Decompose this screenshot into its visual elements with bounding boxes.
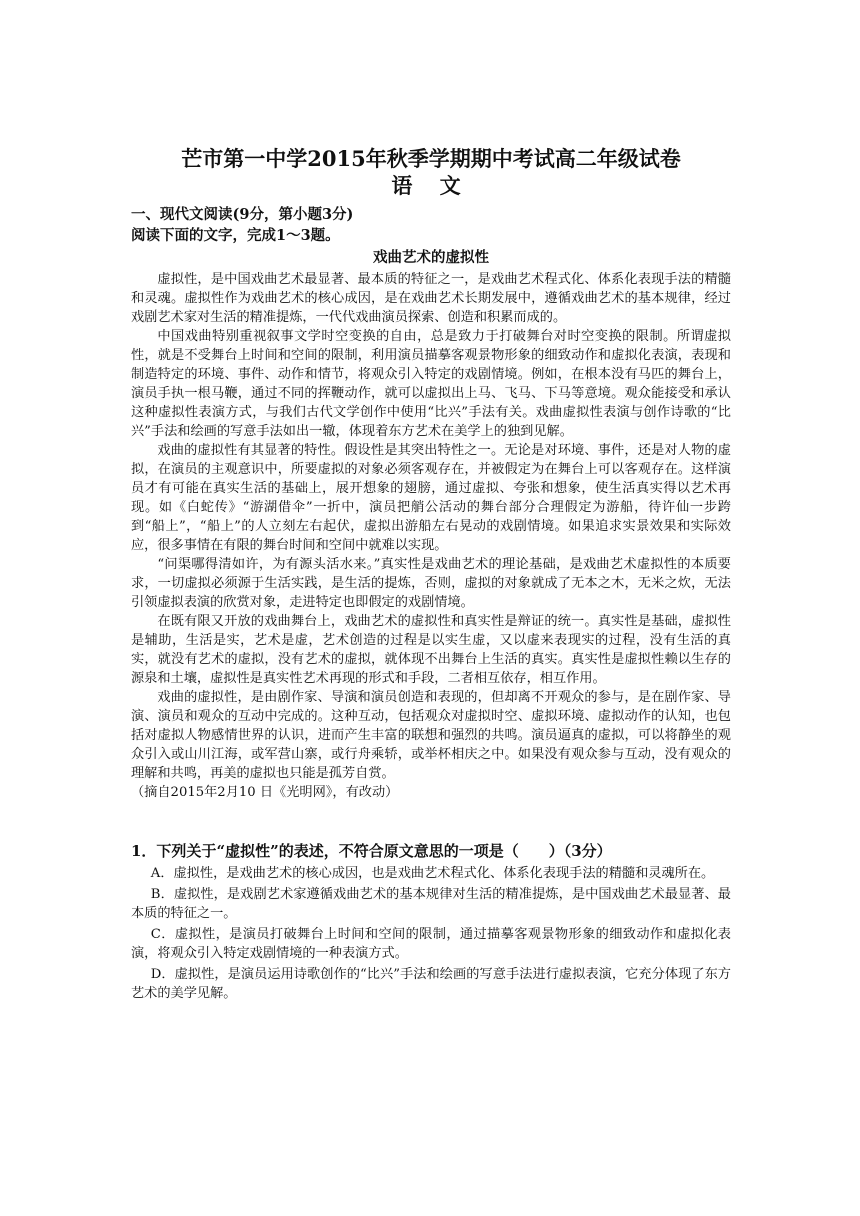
article-source: （摘自2015年2月10 日《光明网》，有改动） [131, 785, 399, 800]
article-paragraph: 戏曲的虚拟性有其显著的特性。假设性是其突出特性之一。无论是对环境、事件，还是对人物的虚拟，在演员的主观意识中，所要虚拟的对象必须客观存在，并被假定为在舞台上可以客观存在。这样演员才有可能在真实生活的基础上，展开想象的翅膀，通过虚拟、夸张和想象，使生活真实得以艺术再现。如《白蛇传》“游湖借伞”一折中，演员把艄公活动的舞台部分合理假定为游船，待许仙一步跨到“船上”，“船上”的人立刻左右起伏，虚拟出游船左右晃动的戏剧情境。如果追求实景效果和实际效应，很多事情在有限的舞台时间和空间中就难以实现。 [131, 443, 731, 553]
subject-title: 语 文 [391, 173, 471, 198]
reading-instruction: 阅读下面的文字，完成1～3题。 [131, 227, 340, 244]
question-1-stem: 1．下列关于“虚拟性”的表述，不符合原文意思的一项是（ ）（3分） [131, 842, 612, 860]
option-d: D．虚拟性，是演员运用诗歌创作的“比兴”手法和绘画的写意手法进行虚拟表演，它充分体现了东方艺术的美学见解。 [131, 967, 731, 1001]
article-paragraph: 在既有限又开放的戏曲舞台上，戏曲艺术的虚拟性和真实性是辩证的统一。真实性是基础，虚拟性是辅助，生活是实，艺术是虚，艺术创造的过程是以实生虚，又以虚来表现实的过程，没有生活的真实，就没有艺术的虚拟，没有艺术的虚拟，就体现不出舞台上生活的真实。真实性是虚拟性赖以生存的源泉和土壤，虚拟性是真实性艺术再现的形式和手段，二者相互依存，相互作用。 [131, 614, 731, 686]
section-heading: 一、现代文阅读(9分，第小题3分) [131, 206, 354, 223]
exam-page [131, 146, 731, 1005]
article-paragraph: “问渠哪得清如许，为有源头活水来。”真实性是戏曲艺术的理论基础，是戏曲艺术虚拟性的本质要求，一切虚拟必须源于生活实践，是生活的提炼，否则，虚拟的对象就成了无本之木，无米之炊，无法引领虚拟表演的欣赏对象，走进特定也即假定的戏剧情境。 [131, 557, 731, 610]
article-paragraph: 虚拟性，是中国戏曲艺术最显著、最本质的特征之一，是戏曲艺术程式化、体系化表现手法的精髓和灵魂。虚拟性作为戏曲艺术的核心成因，是在戏曲艺术长期发展中，遵循戏曲艺术的基本规律，经过戏剧艺术家对生活的精准提炼，一代代戏曲演员探索、创造和积累而成的。 [131, 272, 731, 325]
article-title: 戏曲艺术的虚拟性 [373, 249, 489, 266]
option-a: A．虚拟性，是戏曲艺术的核心成因，也是戏曲艺术程式化、体系化表现手法的精髓和灵魂所在。 [150, 866, 715, 881]
option-b: B．虚拟性，是戏剧艺术家遵循戏曲艺术的基本规律对生活的精准提炼，是中国戏曲艺术最显著、最本质的特征之一。 [131, 887, 731, 921]
article-paragraph: 戏曲的虚拟性，是由剧作家、导演和演员创造和表现的，但却离不开观众的参与，是在剧作家、导演、演员和观众的互动中完成的。这种互动，包括观众对虚拟时空、虚拟环境、虚拟动作的认知，也包括对虚拟人物感情世界的认识，进而产生丰富的联想和强烈的共鸣。演员逼真的虚拟，可以将静坐的观众引入或山川江海，或军营山寨，或行舟乘轿，或举杯相庆之中。如果没有观众参与互动，没有观众的理解和共鸣，再美的虚拟也只能是孤芳自赏。 [131, 690, 731, 781]
option-c: C．虚拟性，是演员打破舞台上时间和空间的限制，通过描摹客观景物形象的细致动作和虚拟化表演，将观众引入特定戏剧情境的一种表演方式。 [131, 927, 731, 961]
exam-title: 芒市第一中学2015年秋季学期期中考试高二年级试卷 [181, 146, 681, 171]
article-paragraph: 中国戏曲特别重视叙事文学时空变换的自由，总是致力于打破舞台对时空变换的限制。所谓虚拟性，就是不受舞台上时间和空间的限制，利用演员描摹客观景物形象的细致动作和虚拟化表演，表现和制造特定的环境、事件、动作和情节，将观众引入特定的戏剧情境。例如，在根本没有马匹的舞台上，演员手执一根马鞭，通过不同的挥鞭动作，就可以虚拟出上马、飞马、下马等意境。观众能接受和承认这种虚拟性表演方式，与我们古代文学创作中使用“比兴”手法有关。戏曲虚拟性表演与创作诗歌的“比兴”手法和绘画的写意手法如出一辙，体现着东方艺术在美学上的独到见解。 [131, 329, 731, 439]
